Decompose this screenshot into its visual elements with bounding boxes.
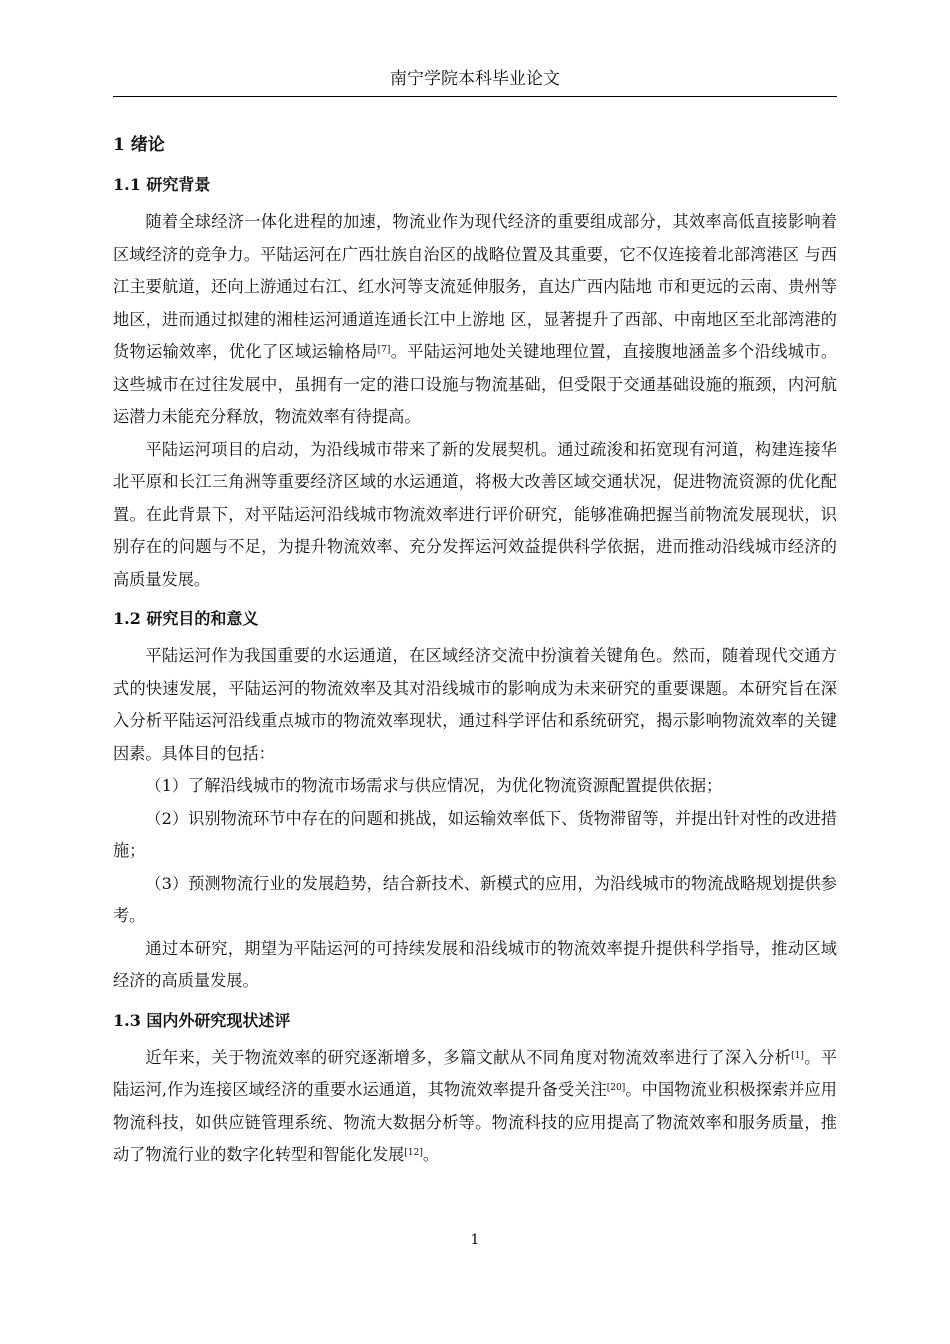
- citation-ref: [12]: [404, 1148, 423, 1158]
- paragraph-text: 通过本研究，期望为平陆运河的可持续发展和沿线城市的物流效率提升提供科学指导，推动区域经济的高质量发展。: [113, 938, 837, 990]
- citation-ref: [1]: [791, 1050, 804, 1061]
- citation-ref: [7]: [377, 345, 391, 355]
- body-paragraph: [113, 640, 837, 770]
- paragraph-text: 。平陆运河地处关键地理位置，直接腹地涵盖多个沿线城市。这些城市在过往发展中，虽拥有一定的港口设施与物流基础，但受限于交通基础设施的瓶颈，内河航运潜力未能充分释放，物流效率有待提高。: [113, 342, 838, 426]
- body-paragraph: [113, 803, 837, 868]
- body-paragraph: [113, 770, 837, 803]
- paragraph-text: 平陆运河项目的启动，为沿线城市带来了新的发展契机。通过疏浚和拓宽现有河道，构建连接华北平原和长江三角洲等重要经济区域的水运通道，将极大改善区域交通状况，促进物流资源的优化配置。在此背景下，对平陆运河沿线城市物流效率进行评价研究，能够准确把握当前物流发展现状，识别存在的问题与不足，为提升物流效率、充分发挥运河效益提供科学依据，进而推动沿线城市经济的高质量发展。: [113, 439, 837, 589]
- body-paragraph: [113, 1042, 837, 1172]
- paragraph-text: 。: [422, 1145, 440, 1164]
- body-paragraph: [113, 933, 837, 998]
- paragraph-text: 。中国物流业积极探索并应用物流科技，如供应链管理系统、物流大数据分析等。物流科技的应用提高了物流效率和服务质量，推动了物流行业的数字化转型和智能化发展: [113, 1080, 837, 1164]
- paragraph-text: （2）识别物流环节中存在的问题和挑战，如运输效率低下、货物滞留等，并提出针对性的改进措施；: [113, 808, 837, 860]
- body-paragraph: [113, 206, 837, 434]
- paragraph-text: 平陆运河作为我国重要的水运通道，在区域经济交流中扮演着关键角色。然而，随着现代交通方式的快速发展，平陆运河的物流效率及其对沿线城市的影响成为未来研究的重要课题。本研究旨在深入分析平陆运河沿线重点城市的物流效率现状，通过科学评估和系统研究，揭示影响物流效率的关键因素。具体目的包括：: [113, 646, 837, 763]
- section-heading: 1.3 国内外研究现状述评: [113, 1010, 291, 1030]
- paragraph-text: （1）了解沿线城市的物流市场需求与供应情况，为优化物流资源配置提供依据；: [145, 776, 723, 795]
- document-body: [113, 128, 837, 1172]
- page-header: [113, 62, 837, 97]
- section-heading: 1.1 研究背景: [113, 175, 211, 194]
- paragraph-text: 随着全球经济一体化进程的加速，物流业作为现代经济的重要组成部分，其效率高低直接影响着区域经济的竞争力。平陆运河在广西壮族自治区的战略位置及其重要，它不仅连接着北部湾港区 与西江主要航道，还向上游通过右江、红水河等支流延伸服务，直达广西内陆地 市和更远的云南、贵州等地区，进而通过拟建的湘桂运河通道连通长江中上游地 区，显著提升了西部、中南地区至北部湾港的货物运输效率，优化了区域运输格局: [113, 212, 837, 361]
- paragraph-text: 。平陆运河,作为连接区域经济的重要水运通道，其物流效率提升备受关注: [113, 1047, 838, 1099]
- body-paragraph: [113, 434, 837, 597]
- paragraph-text: （3）预测物流行业的发展趋势，结合新技术、新模式的应用，为沿线城市的物流战略规划提供参考。: [113, 873, 837, 925]
- paragraph-text: 近年来，关于物流效率的研究逐渐增多，多篇文献从不同角度对物流效率进行了深入分析: [145, 1047, 792, 1067]
- page-number: 1: [470, 1232, 480, 1248]
- body-paragraph: [113, 868, 837, 933]
- section-heading: 1.2 研究目的和意义: [113, 609, 259, 628]
- citation-ref: [20]: [606, 1083, 626, 1093]
- chapter-title: 1 绪论: [113, 135, 165, 155]
- running-title: 南宁学院本科毕业论文: [390, 69, 560, 89]
